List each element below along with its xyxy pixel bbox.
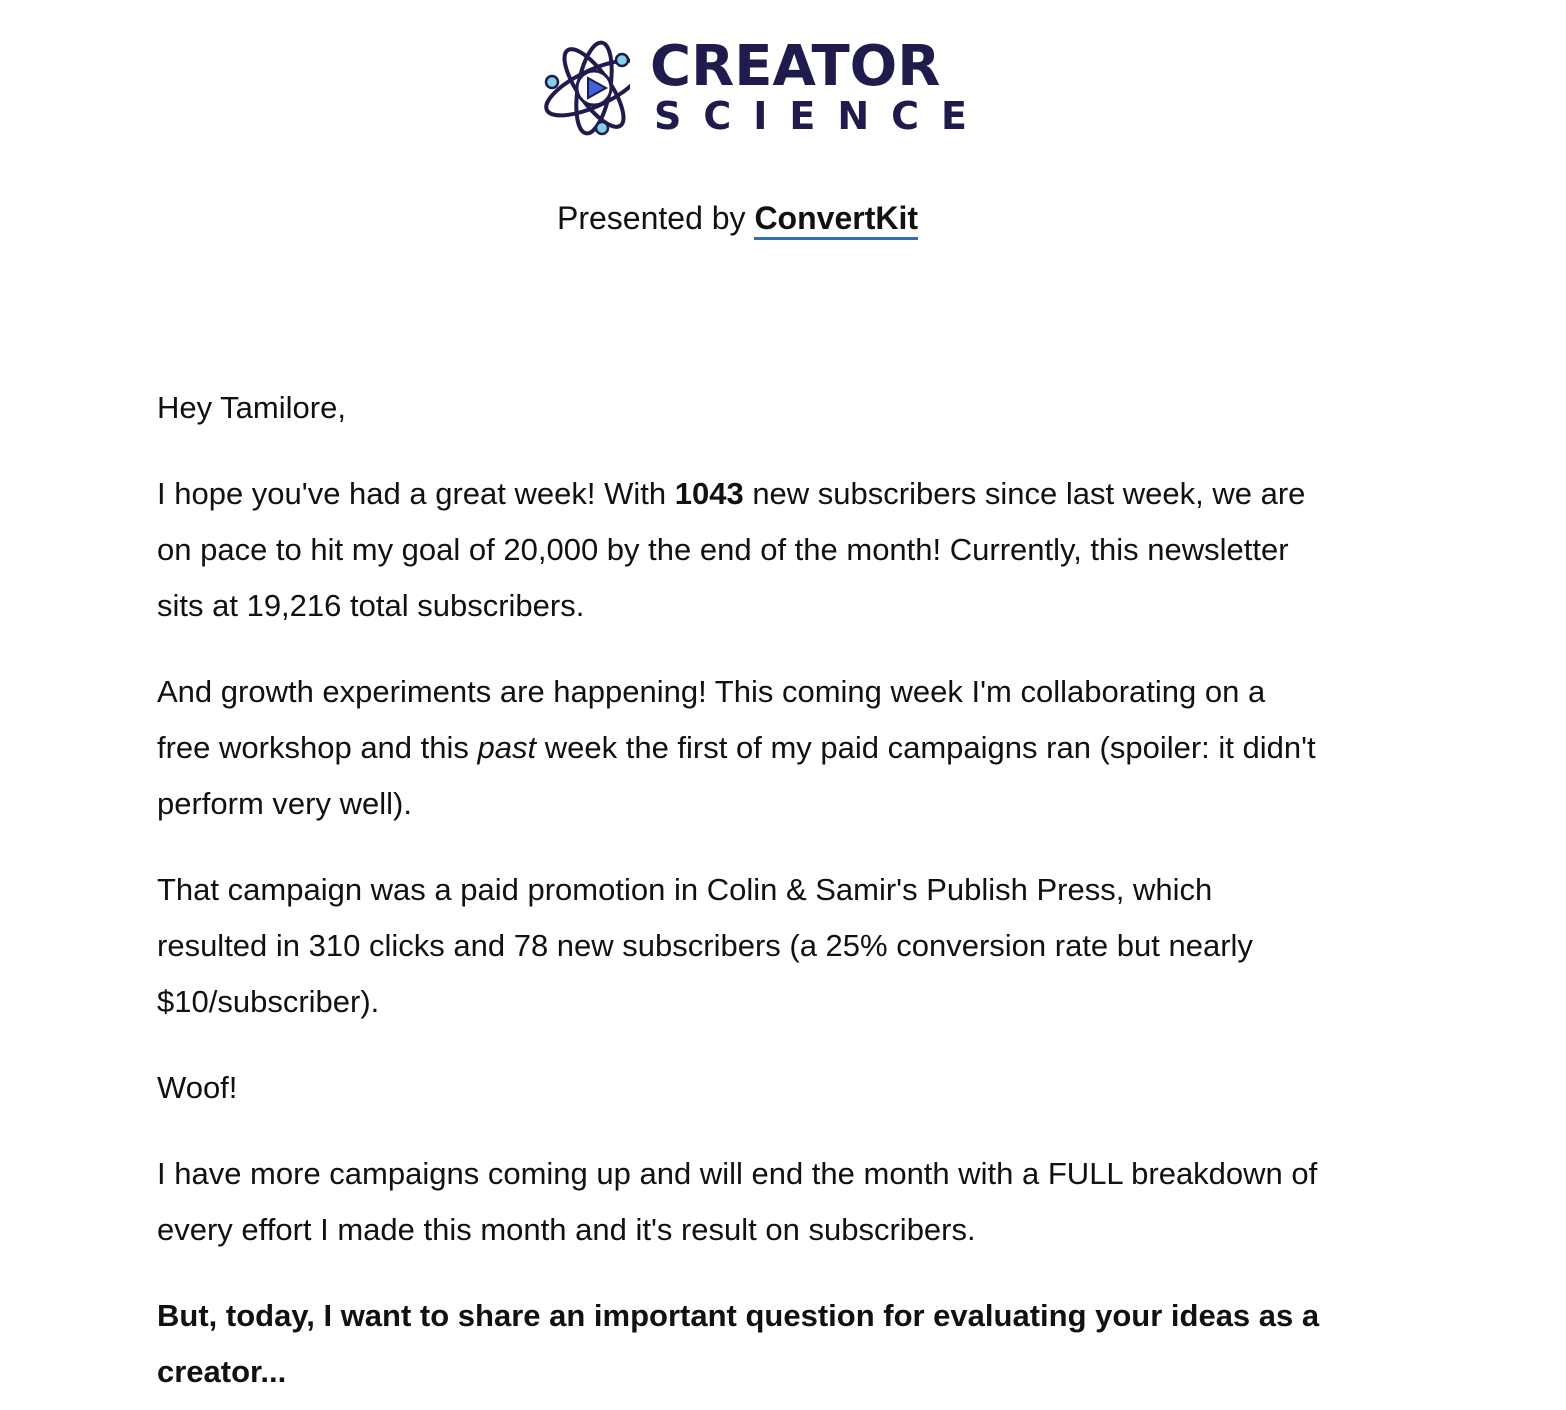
paragraph-text: week the first of my paid campaigns ran (spoiler: it didn't perform very well). [157, 730, 1316, 821]
emphasis-past: past [477, 730, 537, 765]
paragraph-question-lead: But, today, I want to share an important question for evaluating your ideas as a creator... [157, 1298, 1320, 1389]
atom-play-icon [538, 36, 630, 140]
paragraph-campaign: That campaign was a paid promotion in Colin & Samir's Publish Press, which resulted in 310 clicks and 78 new subscribers (a 25% conversion rate but nearly $10/subscriber). [157, 872, 1253, 1019]
paragraph-text: And growth experiments are happening! This coming week I'm collaborating on a free workshop and this [157, 674, 1266, 765]
paragraph-more-campaigns: I have more campaigns coming up and will end the month with a FULL breakdown of every effort I made this month and it's result on subscribers. [157, 1156, 1318, 1247]
paragraph-woof: Woof! [157, 1070, 238, 1105]
email-body [157, 380, 1327, 1410]
logo-line-science: SCIENCE [654, 94, 990, 138]
paragraph-experiments [157, 664, 1327, 832]
paragraph-text: new subscribers since last week, we are on pace to hit my goal of 20,000 by the end of the month! Currently, this newsletter sits at 19,216 total subscribers. [157, 476, 1306, 623]
creator-science-logo[interactable] [538, 34, 990, 140]
convertkit-link[interactable]: ConvertKit [754, 200, 918, 240]
paragraph-subscribers [157, 466, 1327, 634]
greeting: Hey Tamilore, [157, 390, 346, 425]
logo-wordmark [650, 34, 990, 138]
presented-by-line [0, 196, 1475, 240]
paragraph-text: I hope you've had a great week! With [157, 476, 675, 511]
presented-by-prefix: Presented by [556, 200, 755, 236]
logo-line-creator: CREATOR [650, 34, 941, 99]
new-subscribers-count: 1043 [674, 476, 744, 511]
